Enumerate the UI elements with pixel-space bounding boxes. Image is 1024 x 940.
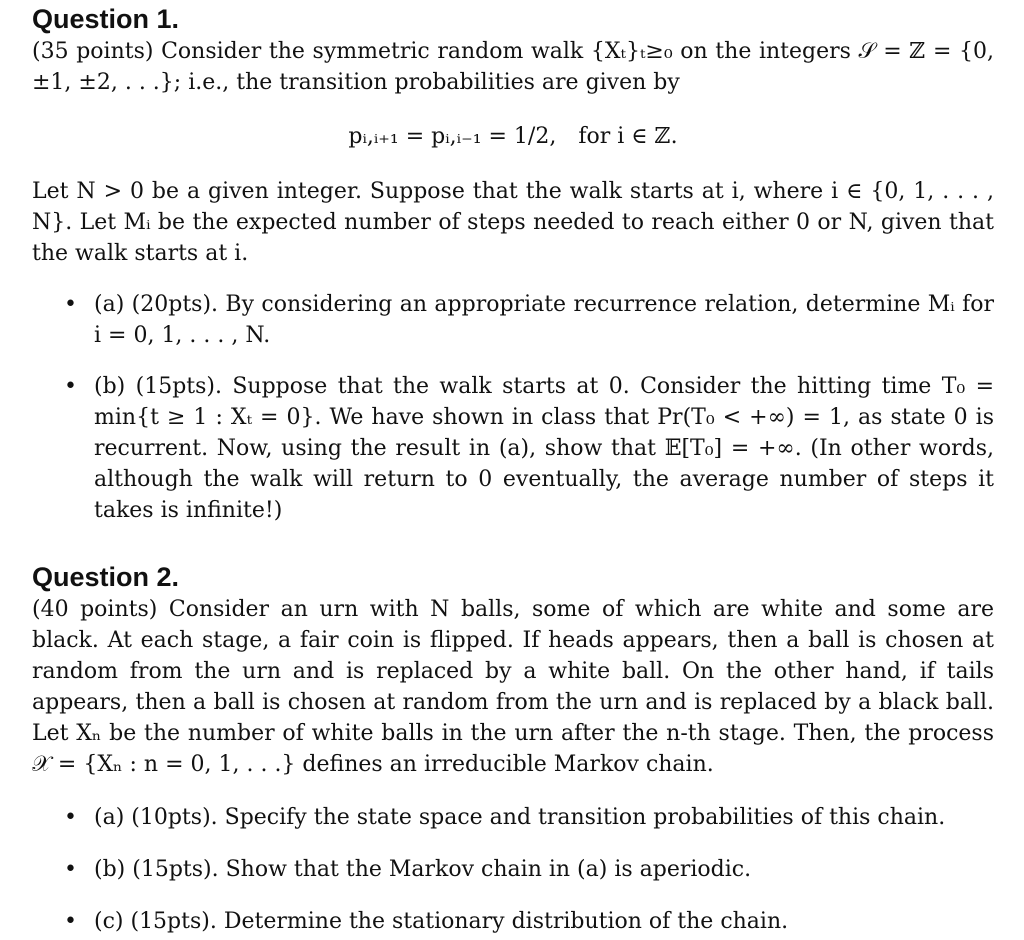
question-2-intro: (40 points) Consider an urn with N balls, some of which are white and some are black. At each stage, a fair coin is flipped. If heads appears, then a ball is chosen at random from the urn and is replaced by a white ball. On the other hand, if tails appears, then a ball is chosen at random from the urn and is replaced by a black ball. Let Xₙ be the number of white balls in the urn after the n-th stage. Then, the process 𝒳 = {Xₙ : n = 0, 1, . . .} defines an irreducible Markov chain. xyxy=(32,597,994,777)
part-text: (a) (10pts). Specify the state space and transition probabilities of this chain. xyxy=(94,805,946,830)
part-text: (c) (15pts). Determine the stationary distribution of the chain. xyxy=(94,909,789,934)
bullet-icon: • xyxy=(64,374,77,399)
question-2-parts xyxy=(32,802,994,937)
question-2-part-b xyxy=(32,854,994,885)
question-1-intro: (35 points) Consider the symmetric random walk {Xₜ}ₜ≥₀ on the integers 𝒮 = ℤ = {0, ±1, ±2, . . .}; i.e., the transition probabilities are given by xyxy=(32,39,994,95)
question-1-part-b xyxy=(32,371,994,526)
question-2-part-a xyxy=(32,802,994,833)
question-2-part-c xyxy=(32,906,994,937)
question-1-title: Question 1. xyxy=(32,4,180,34)
bullet-icon: • xyxy=(64,805,77,830)
bullet-icon: • xyxy=(64,857,77,882)
part-text: (b) (15pts). Suppose that the walk starts at 0. Consider the hitting time T₀ = min{t ≥ 1 : Xₜ = 0}. We have shown in class that Pr(T₀ < +∞) = 1, as state 0 is recurrent. Now, using the result in (a), show that 𝔼[T₀] = +∞. (In other words, although the walk will return to 0 eventually, the average number of steps it takes is infinite!) xyxy=(94,374,994,523)
question-1-part-a xyxy=(32,289,994,351)
question-2-title: Question 2. xyxy=(32,562,180,592)
bullet-icon: • xyxy=(64,909,77,934)
question-1-parts xyxy=(32,289,994,526)
question-1 xyxy=(32,2,994,526)
transition-probability-formula: pᵢ,ᵢ₊₁ = pᵢ,ᵢ₋₁ = 1/2, xyxy=(348,124,557,149)
part-text: (b) (15pts). Show that the Markov chain in (a) is aperiodic. xyxy=(94,857,752,882)
part-text: (a) (20pts). By considering an appropriate recurrence relation, determine Mᵢ for i = 0, 1, . . . , N. xyxy=(94,292,994,348)
question-2 xyxy=(32,560,994,937)
display-equation xyxy=(32,121,994,152)
bullet-icon: • xyxy=(64,292,77,317)
question-1-paragraph: Let N > 0 be a given integer. Suppose that the walk starts at i, where i ∈ {0, 1, . . . , N}. Let Mᵢ be the expected number of steps needed to reach either 0 or N, given that the walk starts at i. xyxy=(32,179,994,266)
formula-condition: for i ∈ ℤ. xyxy=(578,124,678,149)
